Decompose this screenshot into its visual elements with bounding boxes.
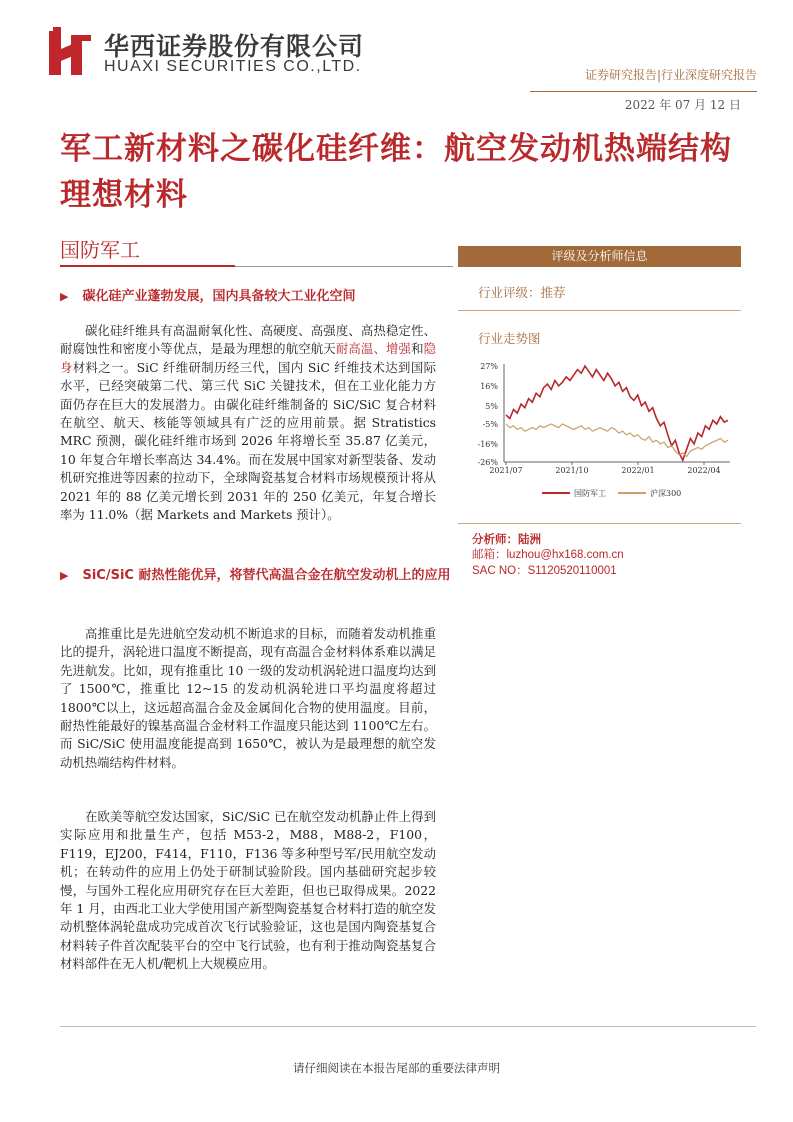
y-tick-label: 27% [480,362,498,371]
paragraph-1: 碳化硅纤维具有高温耐氧化性、高硬度、高强度、高热稳定性、耐腐蚀性和密度小等优点，是最为理想的航空航天耐高温、增强和隐身材料之一。SiC 纤维研制历经三代，国内 SiC 纤维技术达到国际水平，已经突破第二代、第三代 SiC 关键技术，但在工业化能力方面仍存在巨大的发展潜力。由碳化硅纤维制备的 SiC/SiC 复合材料在航空、航天、核能等领域具有广泛的应用前景。据 Stratistics MRC 预测，碳化硅纤维市场到 2026 年将增长至 35.87 亿美元，10 年复合年增长率高达 34.4%。而在发展中国家对新型装备、发动机研究推进等因素的拉动下，全球陶瓷基复合材料市场规模预计将从 2021 年的 88 亿美元增长到 2031 年的 250 亿美元，年复合增长率为 11.0%（据 Markets and Markets 预计）。 [60,323,437,523]
paragraph-2: 高推重比是先进航空发动机不断追求的目标，而随着发动机推重比的提升，涡轮进口温度不断提高，现有高温合金材料体系难以满足先进航发。比如，现有推重比 10 一级的发动机涡轮进口温度均达到了 1500℃，推重比 12~15 的发动机涡轮进口平均温度将超过 1800℃以上，这远超高温合金及金属间化合物的使用温度。目前，耐热性能最好的镍基高温合金材料工作温度只能达到 1100℃左右。而 SiC/SiC 使用温度能提高到 1650℃，被认为是最理想的航空发动机热端结构件材料。 [60,626,436,770]
x-tick-label: 2021/10 [555,466,589,475]
triangle-bullet-icon: ▶ [60,290,69,303]
trend-chart-label: 行业走势图 [478,331,541,346]
report-title: 军工新材料之碳化硅纤维：航空发动机热端结构理想材料 [60,131,732,213]
y-tick-label: -26% [477,458,498,467]
sidebar-heading: 评级及分析师信息 [458,246,741,267]
sidebar-divider [458,310,741,311]
y-tick-label: 16% [480,381,498,391]
series-line-defense [506,366,728,460]
footer-divider [60,1026,756,1027]
report-date: 2022 年 07 月 12 日 [624,98,741,112]
industry-divider-gray [235,266,453,267]
company-name-cn: 华西证券股份有限公司 [104,32,365,61]
huaxi-logo-icon [49,27,93,75]
industry-label: 国防军工 [60,238,140,262]
y-tick-label: 5% [485,401,498,411]
y-tick-label: -16% [477,439,498,449]
header-divider [530,91,757,92]
sidebar-divider [458,523,741,524]
industry-rating: 行业评级：推荐 [478,285,566,300]
section-heading-1: ▶ 碳化硅产业蓬勃发展，国内具备较大工业化空间 [60,289,356,304]
triangle-bullet-icon: ▶ [60,569,69,582]
analyst-email: 邮箱：luzhou@hx168.com.cn [472,549,624,561]
legal-notice: 请仔细阅读在本报告尾部的重要法律声明 [293,1061,500,1075]
x-tick-label: 2021/07 [489,466,523,475]
y-tick-label: -5% [482,419,498,429]
industry-divider-red [60,265,235,267]
report-type: 证券研究报告|行业深度研究报告 [584,68,757,82]
x-tick-label: 2022/04 [687,466,721,475]
analyst-name: 分析师：陆洲 [472,532,541,546]
legend-label: 国防军工 [574,489,606,498]
x-tick-label: 2022/01 [621,466,655,475]
paragraph-3: 在欧美等航空发达国家，SiC/SiC 已在航空发动机静止件上得到实际应用和批量生产，包括 M53-2，M88，M88-2，F100，F119，EJ200，F414，F110，F136 等多种型号军/民用航空发动机；在转动件的应用上仍处于研制试验阶段。国内基础研究起步较慢，与国外工程化应用研究存在巨大差距，但也已取得成果。2022 年 1 月，由西北工业大学使用国产新型陶瓷基复合材料打造的航空发动机整体涡轮盘成功完成首次飞行试验验证，这也是国内陶瓷基复合材料转子件首次配装平台的空中飞行试验，也有利于推动陶瓷基复合材料部件在无人机/靶机上大规模应用。 [60,809,436,972]
industry-trend-chart [470,356,735,504]
analyst-sac-number: SAC NO：S1120520110001 [472,565,617,577]
legend-label: 沪深300 [650,489,682,498]
company-name-en: HUAXI SECURITIES CO.,LTD. [104,58,362,75]
section-heading-2: ▶ SiC/SiC 耐热性能优异，将替代高温合金在航空发动机上的应用 [60,568,451,583]
